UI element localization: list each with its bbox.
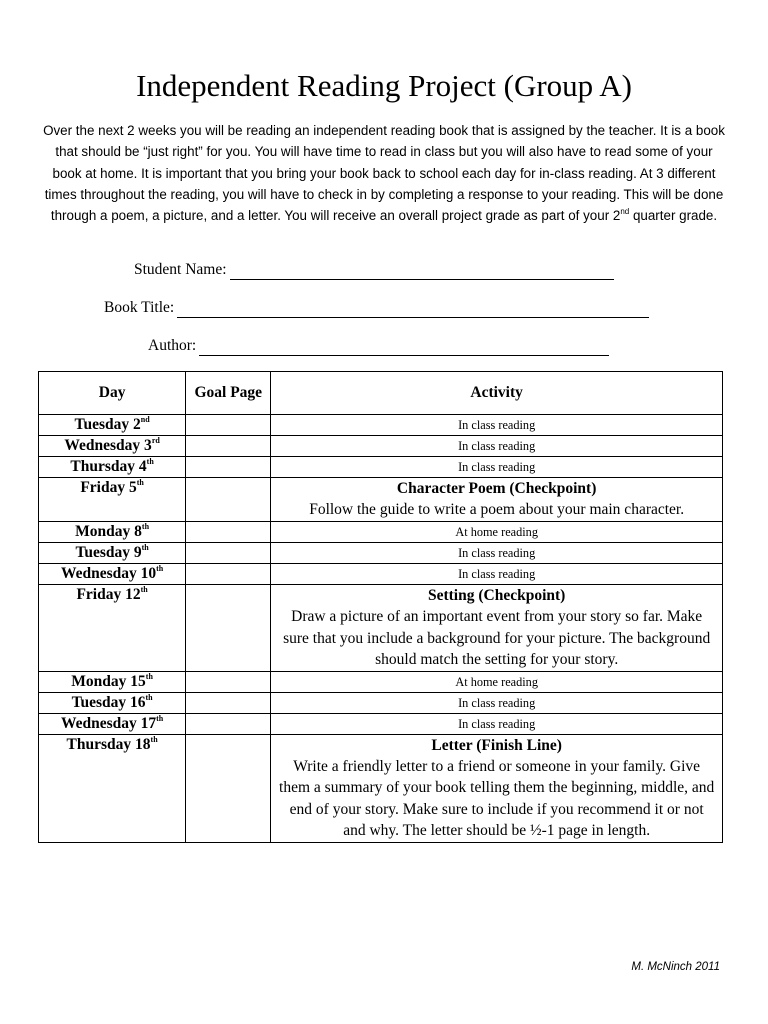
author-label: Author: (148, 337, 197, 354)
day-cell (39, 672, 186, 693)
activity-description: Draw a picture of an important event from your story so far. Make sure that you include a background for your picture. The background should match the setting for your story. (283, 608, 711, 668)
table-row (39, 693, 723, 714)
day-label: Friday 5 (80, 479, 137, 496)
book-title-label: Book Title: (104, 299, 175, 316)
goal-page-cell[interactable] (186, 478, 271, 522)
day-label: Thursday 18 (66, 736, 151, 754)
day-ordinal: th (145, 693, 153, 703)
activity-text: In class reading (458, 717, 536, 732)
activity-text: In class reading (458, 696, 536, 711)
book-title-blank[interactable] (177, 301, 649, 318)
header-day: Day (39, 372, 186, 415)
student-name-label: Student Name: (134, 261, 227, 278)
table-row (39, 457, 723, 478)
intro-text: Over the next 2 weeks you will be reading an independent reading book that is assigned by the teacher. It is a book that should be “just right” for you. You will have time to read in class but you will also have to read some of your book at home. It is important that you bring your book back to school each day for in-class reading. At 3 different times throughout the reading, you will have to check in by completing a response to your reading. This will be done through a poem, a picture, and a letter. You will receive an overall project grade as part of your 2 (43, 123, 725, 224)
table-row (39, 735, 723, 843)
goal-page-cell[interactable] (186, 436, 271, 457)
activity-cell (271, 415, 723, 436)
header-activity: Activity (271, 372, 723, 415)
page-title: Independent Reading Project (Group A) (136, 68, 632, 103)
activity-cell (271, 478, 723, 522)
day-ordinal: th (141, 522, 150, 532)
activity-description: Write a friendly letter to a friend or someone in your family. Give them a summary of your book telling them the beginning, middle, and end of your story. Make sure to include if you recommend it or not and why. The letter should be ½-1 page in length. (279, 758, 715, 840)
schedule-body (39, 415, 723, 843)
activity-cell (271, 693, 723, 714)
day-ordinal: nd (140, 414, 150, 424)
table-row (39, 714, 723, 735)
intro-text-end: quarter grade. (629, 208, 718, 224)
goal-page-cell[interactable] (186, 672, 271, 693)
activity-text: At home reading (455, 675, 538, 690)
intro-superscript: nd (620, 206, 630, 216)
goal-page-cell[interactable] (186, 735, 271, 843)
day-cell (39, 522, 186, 543)
table-header-row (39, 372, 723, 415)
table-row (39, 415, 723, 436)
day-label: Wednesday 10 (60, 565, 157, 583)
goal-page-cell[interactable] (186, 564, 271, 585)
activity-title: Character Poem (Checkpoint) (396, 480, 597, 497)
day-cell (39, 478, 186, 522)
activity-title: Setting (Checkpoint) (427, 587, 566, 605)
table-row (39, 672, 723, 693)
activity-cell (271, 522, 723, 543)
activity-cell (271, 543, 723, 564)
day-cell (39, 415, 186, 436)
day-ordinal: th (141, 543, 149, 553)
book-title-field[interactable] (104, 298, 649, 318)
day-cell (39, 735, 186, 843)
day-ordinal: th (156, 714, 164, 724)
day-cell (39, 543, 186, 564)
day-ordinal: th (146, 456, 154, 466)
header-goal-page: Goal Page (186, 372, 271, 415)
table-row (39, 436, 723, 457)
activity-cell (271, 585, 723, 672)
day-label: Wednesday 17 (60, 715, 157, 733)
activity-text: In class reading (458, 567, 536, 582)
author-blank[interactable] (199, 339, 609, 356)
goal-page-cell[interactable] (186, 457, 271, 478)
table-row (39, 585, 723, 672)
activity-text: In class reading (458, 460, 536, 474)
activity-description: Follow the guide to write a poem about your main character. (309, 501, 685, 518)
day-ordinal: th (150, 735, 158, 745)
day-ordinal: th (140, 585, 148, 595)
table-row (39, 478, 723, 522)
day-cell (39, 585, 186, 672)
student-name-field[interactable] (134, 260, 614, 280)
goal-page-cell[interactable] (186, 543, 271, 564)
activity-cell (271, 457, 723, 478)
day-label: Monday 8 (75, 523, 142, 541)
day-label: Tuesday 9 (75, 544, 142, 562)
activity-text: In class reading (458, 546, 536, 561)
day-label: Wednesday 3 (64, 437, 152, 454)
activity-cell (271, 564, 723, 585)
day-ordinal: th (156, 564, 164, 574)
activity-text: At home reading (455, 525, 538, 540)
day-cell (39, 693, 186, 714)
student-name-blank[interactable] (230, 263, 614, 280)
day-cell (39, 714, 186, 735)
goal-page-cell[interactable] (186, 714, 271, 735)
activity-text: In class reading (458, 439, 536, 453)
author-field[interactable] (148, 336, 609, 356)
day-cell (39, 457, 186, 478)
table-row (39, 522, 723, 543)
activity-cell (271, 672, 723, 693)
day-label: Tuesday 16 (71, 694, 146, 712)
goal-page-cell[interactable] (186, 522, 271, 543)
day-label: Thursday 4 (70, 458, 147, 475)
day-ordinal: th (136, 477, 144, 487)
day-label: Tuesday 2 (74, 416, 141, 433)
goal-page-cell[interactable] (186, 585, 271, 672)
activity-cell (271, 735, 723, 843)
goal-page-cell[interactable] (186, 415, 271, 436)
day-ordinal: th (145, 672, 153, 682)
activity-cell (271, 714, 723, 735)
activity-cell (271, 436, 723, 457)
day-cell (39, 564, 186, 585)
day-ordinal: rd (151, 435, 160, 445)
goal-page-cell[interactable] (186, 693, 271, 714)
author-credit: M. McNinch 2011 (631, 961, 720, 973)
activity-title: Letter (Finish Line) (431, 737, 562, 755)
day-label: Friday 12 (76, 586, 141, 604)
intro-paragraph (42, 120, 726, 226)
day-label: Monday 15 (71, 673, 146, 691)
day-cell (39, 436, 186, 457)
activity-text: In class reading (458, 418, 536, 432)
schedule-table (38, 371, 723, 843)
table-row (39, 543, 723, 564)
table-row (39, 564, 723, 585)
